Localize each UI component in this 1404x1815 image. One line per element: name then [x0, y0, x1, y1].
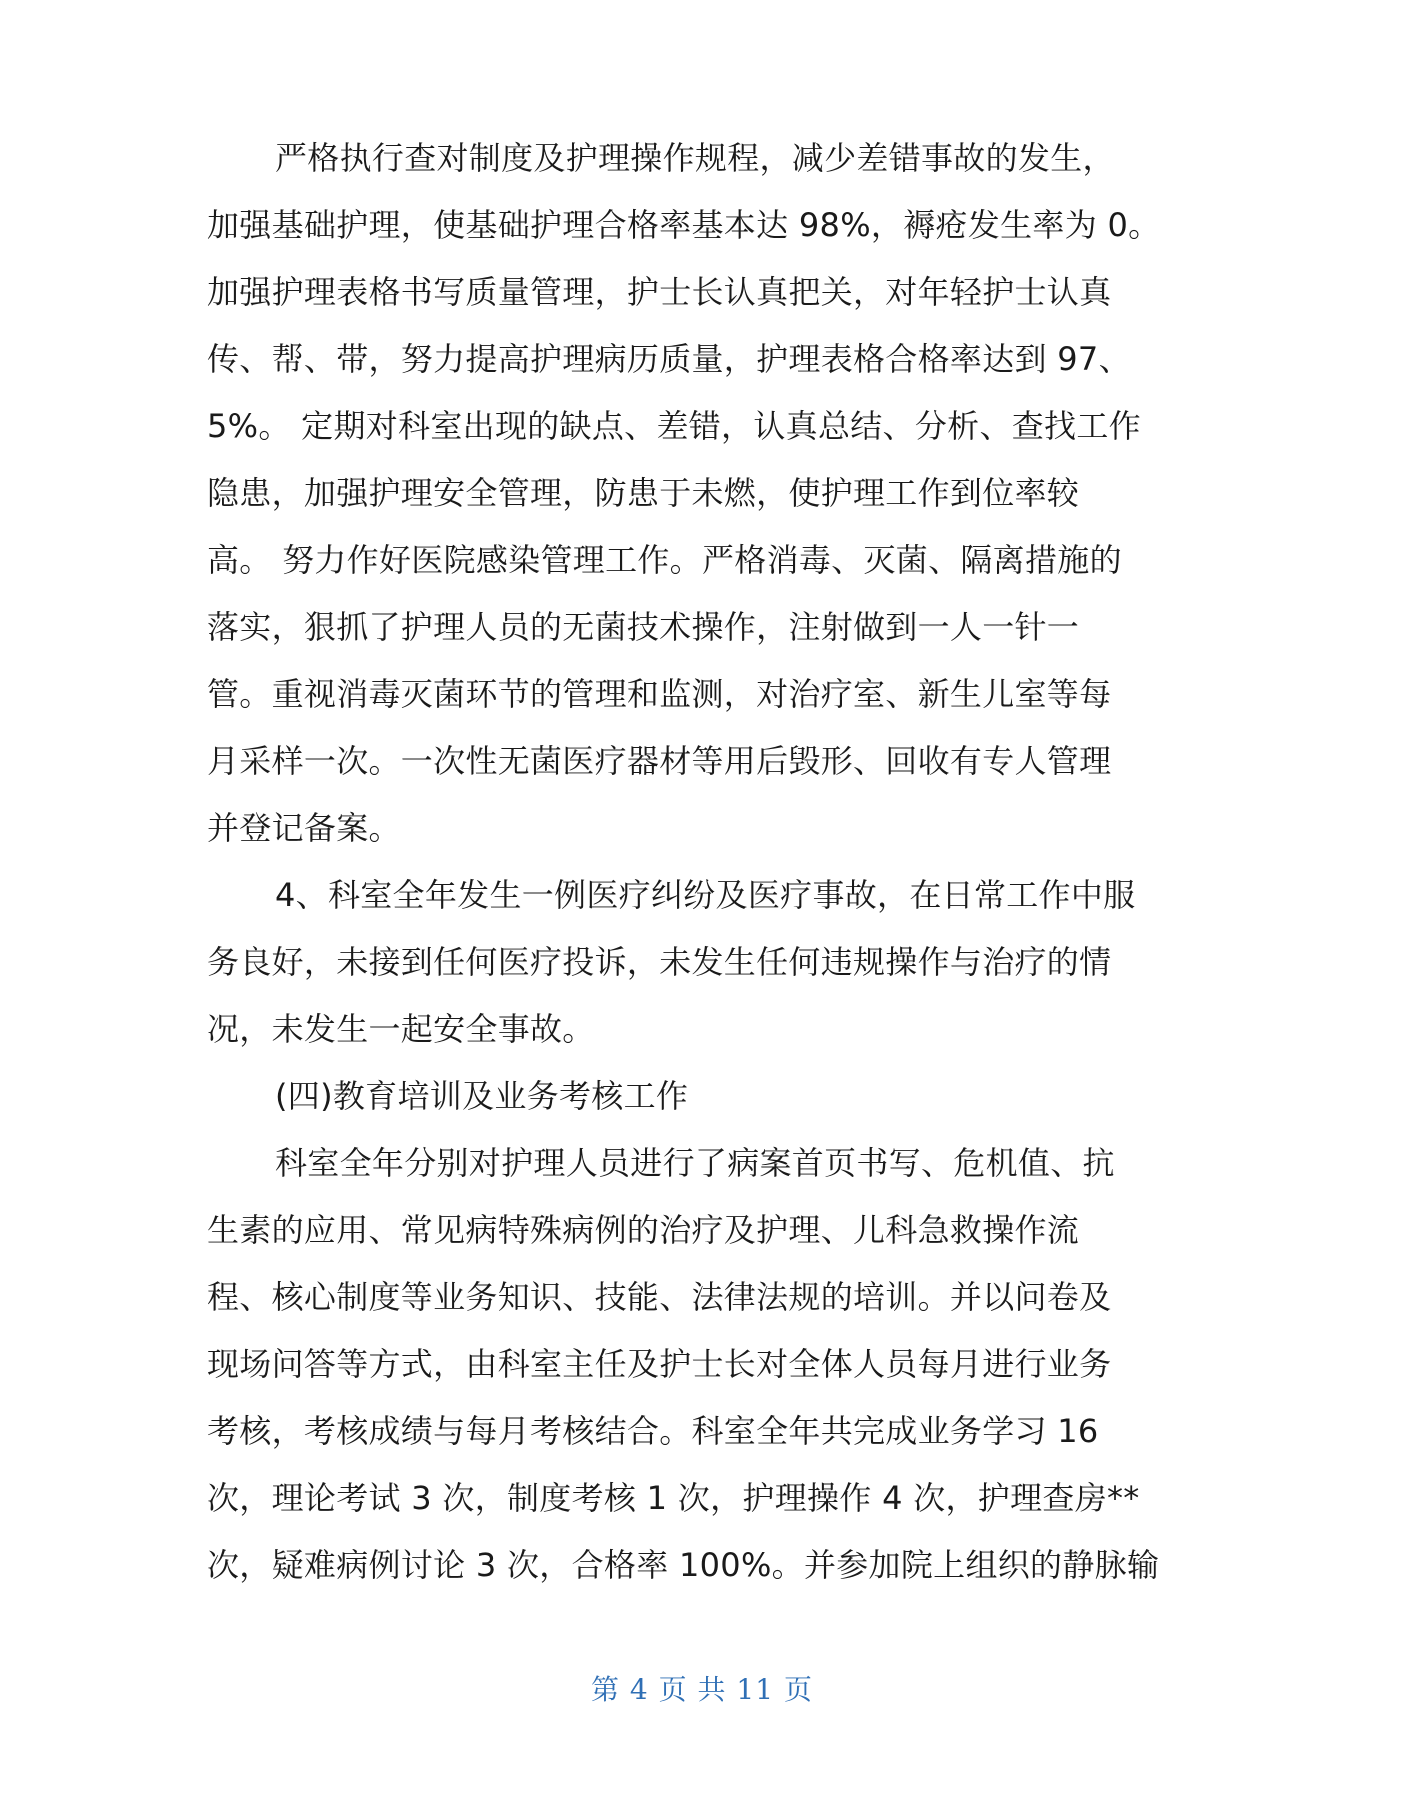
text-line: 加强护理表格书写质量管理，护士长认真把关，对年轻护士认真 [207, 273, 1112, 311]
page-number-footer: 第 4 页 共 11 页 [591, 1673, 813, 1706]
text-line: 落实，狠抓了护理人员的无菌技术操作，注射做到一人一针一 [207, 608, 1080, 646]
text-line: 现场问答等方式，由科室主任及护士长对全体人员每月进行业务 [207, 1345, 1112, 1383]
text-line: 管。重视消毒灭菌环节的管理和监测，对治疗室、新生儿室等每 [207, 675, 1112, 713]
text-line: 加强基础护理，使基础护理合格率基本达 98%，褥疮发生率为 0。 [207, 206, 1161, 244]
text-line: 科室全年分别对护理人员进行了病案首页书写、危机值、抗 [275, 1144, 1115, 1182]
body-text [207, 125, 1207, 1599]
text-line: 隐患，加强护理安全管理，防患于未燃，使护理工作到位率较 [207, 474, 1080, 512]
text-line: 生素的应用、常见病特殊病例的治疗及护理、儿科急救操作流 [207, 1211, 1080, 1249]
text-line: 传、帮、带，努力提高护理病历质量，护理表格合格率达到 97、 [207, 340, 1131, 378]
text-line: 4、科室全年发生一例医疗纠纷及医疗事故，在日常工作中服 [275, 876, 1136, 914]
text-line: 月采样一次。一次性无菌医疗器材等用后毁形、回收有专人管理 [207, 742, 1112, 780]
text-line: 程、核心制度等业务知识、技能、法律法规的培训。并以问卷及 [207, 1278, 1112, 1316]
text-line: 并登记备案。 [207, 809, 401, 847]
text-line: 况，未发生一起安全事故。 [207, 1010, 595, 1048]
text-line: 次，理论考试 3 次，制度考核 1 次，护理操作 4 次，护理查房** [207, 1479, 1140, 1517]
text-line: 5%。 定期对科室出现的缺点、差错，认真总结、分析、查找工作 [207, 407, 1141, 445]
text-line: 考核，考核成绩与每月考核结合。科室全年共完成业务学习 16 [207, 1412, 1099, 1450]
text-line: 高。 努力作好医院感染管理工作。严格消毒、灭菌、隔离措施的 [207, 541, 1122, 579]
text-line: 次，疑难病例讨论 3 次，合格率 100%。并参加院上组织的静脉输 [207, 1546, 1160, 1584]
text-line: 务良好，未接到任何医疗投诉，未发生任何违规操作与治疗的情 [207, 943, 1112, 981]
text-line: 严格执行查对制度及护理操作规程，减少差错事故的发生， [275, 139, 1115, 177]
text-line: (四)教育培训及业务考核工作 [275, 1077, 689, 1115]
